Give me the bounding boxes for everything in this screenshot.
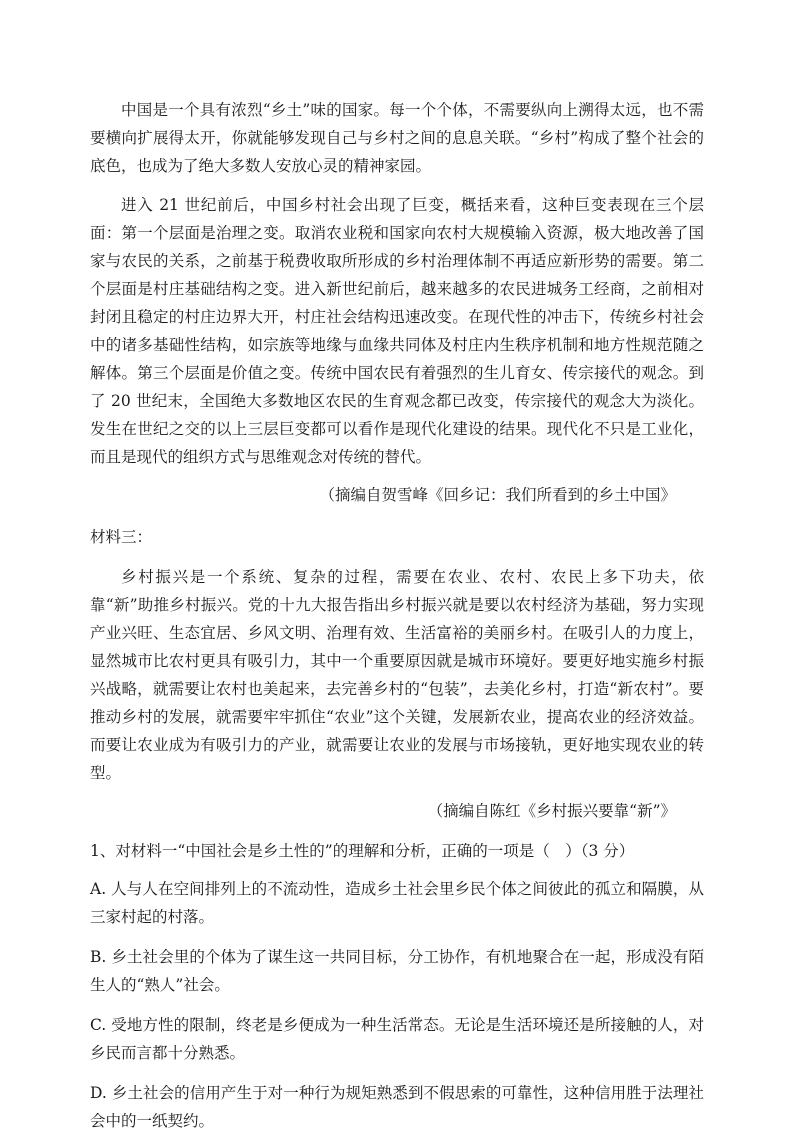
material3-label: 材料三：: [90, 528, 153, 546]
material3-paragraph-1: 乡村振兴是一个系统、复杂的过程，需要在农业、农村、农民上多下功夫，依靠“新”助推乡村振兴。党的十九大报告指出乡村振兴就是要以农村经济为基础，努力实现产业兴旺、生态宜居、乡风文明、治理有效、生活富裕的美丽乡村。在吸引人的力度上，显然城市比农村更具有吸引力，其中一个重要原因就是城市环境好。要更好地实施乡村振兴战略，就需要让农村也美起来，去完善乡村的“包装”，去美化乡村，打造“新农村”。要推动乡村的发展，就需要牢牢抓住“农业”这个关键，发展新农业，提高农业的经济效益。而要让农业成为有吸引力的产业，就需要让农业的发展与市场接轨，更好地实现农业的转型。: [90, 568, 704, 782]
question-1-stem: 1、对材料一“中国社会是乡土性的”的理解和分析，正确的一项是（ ）（3 分）: [90, 842, 635, 860]
document-content: [90, 96, 704, 1147]
question-1-option-a: A. 人与人在空间排列上的不流动性，造成乡土社会里乡民个体之间彼此的孤立和隔膜，从三家村起的村落。: [90, 880, 704, 926]
material2-source: （摘编自贺雪峰《回乡记：我们所看到的乡土中国》: [319, 486, 676, 504]
material2-paragraph-1: 中国是一个具有浓烈“乡土”味的国家。每一个个体，不需要纵向上溯得太远，也不需要横向扩展得太开，你就能够发现自己与乡村之间的息息关联。“乡村”构成了整个社会的底色，也成为了绝大多数人安放心灵的精神家园。: [90, 101, 704, 175]
question-1-option-b: B. 乡土社会里的个体为了谋生这一共同目标，分工协作，有机地聚合在一起，形成没有陌生人的“熟人”社会。: [90, 948, 704, 994]
question-1-option-c: C. 受地方性的限制，终老是乡便成为一种生活常态。无论是生活环境还是所接触的人，对乡民而言都十分熟悉。: [90, 1016, 704, 1062]
material2-paragraph-2: 进入 21 世纪前后，中国乡村社会出现了巨变，概括来看，这种巨变表现在三个层面：第一个层面是治理之变。取消农业税和国家向农村大规模输入资源，极大地改善了国家与农民的关系，之前基于税费收取所形成的乡村治理体制不再适应新形势的需要。第二个层面是村庄基础结构之变。进入新世纪前后，越来越多的农民进城务工经商，之前相对封闭且稳定的村庄边界大开，村庄社会结构迅速改变。在现代性的冲击下，传统乡村社会中的诸多基础性结构，如宗族等地缘与血缘共同体及村庄内生秩序机制和地方性规范随之解体。第三个层面是价值之变。传统中国农民有着强烈的生儿育女、传宗接代的观念。到了 20 世纪末，全国绝大多数地区农民的生育观念都已改变，传宗接代的观念大为淡化。发生在世纪之交的以上三层巨变都可以看作是现代化建设的结果。现代化不只是工业化，而且是现代的组织方式与思维观念对传统的替代。: [90, 196, 704, 466]
question-1-option-d: D. 乡土社会的信用产生于对一种行为规矩熟悉到不假思索的可靠性，这种信用胜于法理社会中的一纸契约。: [90, 1084, 704, 1130]
material3-source: （摘编自陈红《乡村振兴要靠“新”》: [427, 802, 676, 820]
